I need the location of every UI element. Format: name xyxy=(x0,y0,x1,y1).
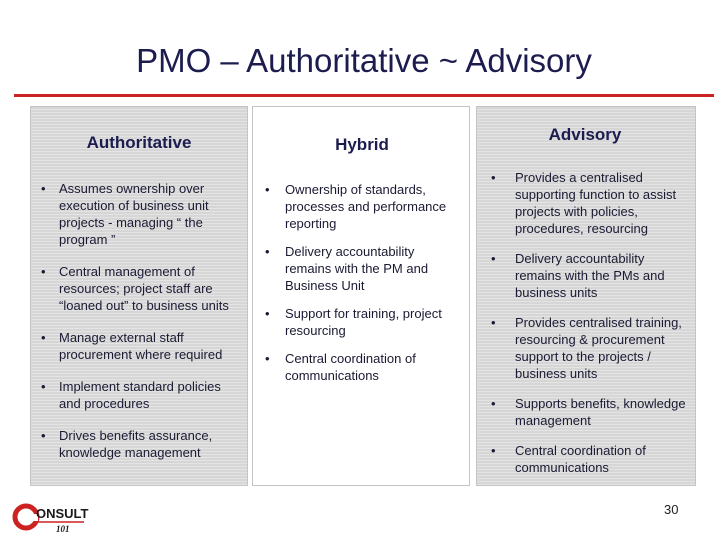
page-number: 30 xyxy=(664,502,679,517)
list-item: • Manage external staff procurement where required xyxy=(41,330,223,362)
list-item: • Provides centralised training, resourcing & procurement support to the projects / business units xyxy=(491,315,682,381)
authoritative-list xyxy=(41,180,237,461)
hybrid-list xyxy=(265,181,459,384)
advisory-heading: Advisory xyxy=(548,125,622,144)
list-item: • Assumes ownership over execution of business unit projects - managing “ the program ” xyxy=(41,181,209,247)
consult-logo-icon xyxy=(12,496,102,536)
advisory-list xyxy=(483,169,687,476)
list-item: • Central management of resources; project staff are “loaned out” to business units xyxy=(41,264,229,313)
authoritative-panel xyxy=(30,106,248,486)
slide-title: PMO – Authoritative ~ Advisory xyxy=(136,42,592,79)
hybrid-heading: Hybrid xyxy=(335,135,389,154)
hybrid-panel xyxy=(252,106,470,486)
list-item: • Implement standard policies and procedures xyxy=(41,379,221,411)
list-item: • Support for training, project resourcing xyxy=(265,306,442,338)
consult-logo-icon xyxy=(12,496,102,536)
list-item: • Central coordination of communications xyxy=(491,443,646,475)
advisory-panel xyxy=(476,106,696,486)
authoritative-heading: Authoritative xyxy=(86,133,192,152)
title-divider xyxy=(14,94,714,97)
list-item: • Provides a centralised supporting function to assist projects with policies, procedures, resourcing xyxy=(491,170,677,236)
logo-subtext: 101 xyxy=(56,524,70,534)
list-item: • Delivery accountability remains with the PMs and business units xyxy=(491,251,665,300)
list-item: • Delivery accountability remains with the PM and Business Unit xyxy=(265,244,429,293)
list-item: • Drives benefits assurance, knowledge management xyxy=(41,428,213,460)
list-item: • Ownership of standards, processes and performance reporting xyxy=(265,182,447,231)
logo-text: ONSULT xyxy=(36,506,89,521)
list-item: • Supports benefits, knowledge management xyxy=(491,396,686,428)
list-item: • Central coordination of communications xyxy=(265,351,416,383)
